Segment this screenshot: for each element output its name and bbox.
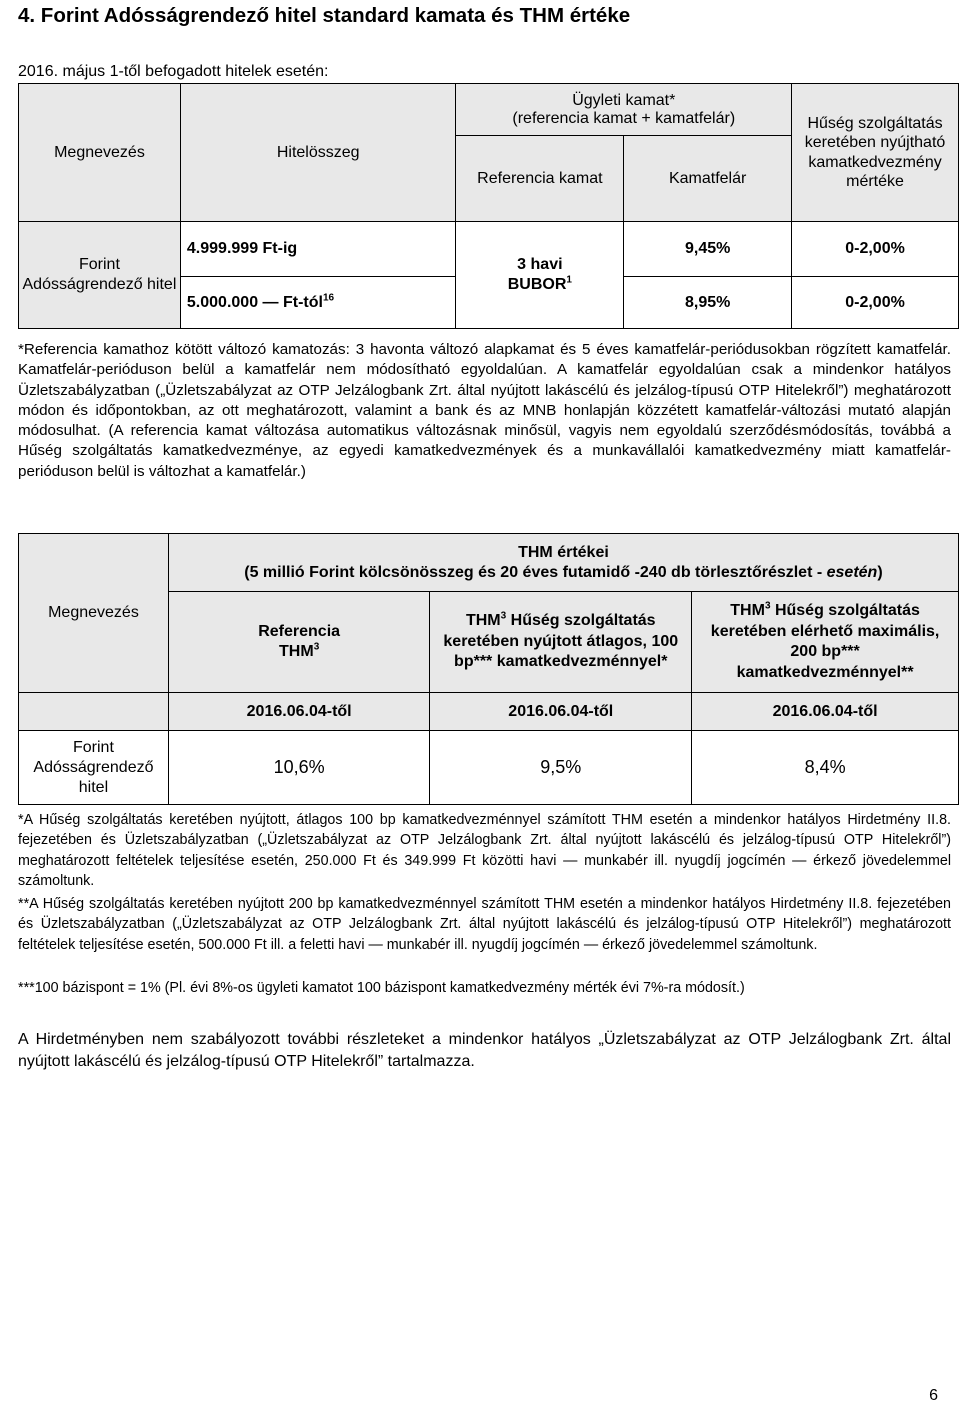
thm-date-3: 2016.06.04-től — [692, 693, 959, 731]
thm-title: THM értékei — [518, 543, 609, 561]
thm-footnote-1: *A Hűség szolgáltatás keretében nyújtott, átlagos 100 bp kamatkedvezménnyel számított THM esetén a mindenkor hatályos Hirdetmény II.8. fejezetében és Üzletszabályzatban („Üzletszabályzat az OTP Jelzálogbank Zrt. által nyújtott lakáscélú és jelzálog-típusú OTP Hitelekről”) meghatározott feltételek teljesítése esetén, 250.000 Ft és 349.999 Ft közötti havi — munkabér ill. nyugdíj jogcímén — érkező jövedelemmel számoltunk. — [18, 812, 951, 890]
thm-footnote-2: **A Hűség szolgáltatás keretében nyújtott 200 bp kamatkedvezménnyel számított THM esetén a mindenkor hatályos Hirdetmény II.8. fejezetében és Üzletszabályzatban („Üzletszabályzat az OTP Jelzálogbank Zrt. által nyújtott lakáscélú és jelzálog-típusú OTP Hitelekről”) meghatározott feltételek teljesítése esetén, 500.000 Ft ill. a feletti havi — munkabér ill. nyugdíj jogcímén — érkező jövedelemmel számoltunk. — [18, 896, 951, 953]
felar-row1: 9,45% — [624, 222, 792, 277]
huseg-row2: 0-2,00% — [792, 277, 959, 329]
thm-max-prefix: THM — [730, 602, 765, 619]
felar-row2: 8,95% — [624, 277, 792, 329]
interest-footnote: *Referencia kamathoz kötött változó kamatozás: 3 havonta változó alapkamat és 5 éves kamatfelár-periódusokban rögzített kamatfelár. Kamatfelár-perióduson belül a kamatfelár nem módosítható egyoldalúan. A kamatfelár egyoldalúan csak a mindenkor hatályos Üzletszabályzatban („Üzletszabályzat az OTP Jelzálogbank Zrt. által nyújtott lakáscélú és jelzálog-típusú OTP Hitelekről”) meghatározott módon és időpontokban, az ott meghatározott, valamint a bank és az MNB honlapján közzétett kamatfelár-változási mutató alapján módosulhat. (A referencia kamat változása automatikus változásnak minősül, vagyis nem egyoldalú szerződésmódosítás, továbbá a Hűség szolgáltatás kamatkedvezménye, az egyedi kamatkedvezmények és a munkavállalói kamatkedvezmény miatt kamatfelár-perióduson belül is változhat a kamatfelár.) — [18, 341, 951, 480]
thm-value-atlagos: 9,5% — [430, 731, 692, 805]
thm-product-name: Forint Adósságrendező hitel — [19, 731, 169, 805]
thm-ref-line2 — [169, 642, 429, 662]
interest-rate-table — [18, 83, 959, 329]
thm-max-sup: 3 — [764, 600, 771, 612]
section-subheading: 2016. május 1-től befogadott hitelek esetén: — [18, 63, 329, 80]
ugyleti-line1: Ügyleti kamat* — [572, 91, 676, 109]
thm-avg-prefix: THM — [465, 612, 501, 630]
thm-date-1: 2016.06.04-től — [168, 693, 429, 731]
thm-subtitle — [169, 563, 958, 583]
thm-subtitle-suffix: ) — [877, 563, 883, 581]
amount-row2-text: 5.000.000 — Ft-tól — [186, 293, 323, 311]
thm-ref-line1: Referencia — [258, 623, 341, 640]
thm-max-text: Hűség szolgáltatás keretében elérhető maximális, 200 bp*** kamatkedvezménnyel** — [710, 602, 940, 681]
thm-avg-text: Hűség szolgáltatás keretében nyújtott átlagos, 100 bp*** kamatkedvezménnyel* — [443, 612, 679, 671]
header-ugyleti-kamat — [456, 84, 792, 136]
section-heading: 4. Forint Adósságrendező hitel standard kamata és THM értéke — [18, 4, 631, 27]
thm-header-megnevezes: Megnevezés — [19, 534, 169, 693]
thm-footnote-3: ***100 bázispont = 1% (Pl. évi 8%-os ügyleti kamatot 100 bázispont kamatkedvezmény mérték évi 7%-ra módosít.) — [18, 980, 745, 996]
thm-header-atlagos — [430, 592, 692, 693]
product-name: Forint Adósságrendező hitel — [19, 222, 181, 329]
header-huseg: Hűség szolgáltatás keretében nyújtható kamatkedvezmény mértéke — [792, 84, 959, 222]
thm-subtitle-italic: esetén — [826, 563, 878, 581]
header-hitelosszeg: Hitelösszeg — [180, 84, 456, 222]
thm-ref-sup: 3 — [313, 641, 320, 653]
header-megnevezes: Megnevezés — [19, 84, 181, 222]
thm-avg-sup: 3 — [500, 610, 507, 622]
thm-date-spacer — [19, 693, 169, 731]
thm-subtitle-prefix: (5 millió Forint kölcsönösszeg és 20 éves futamidő -240 db törlesztőrészlet - — [244, 563, 827, 581]
page-number: 6 — [929, 1387, 938, 1404]
amount-row2 — [180, 277, 456, 329]
huseg-row1: 0-2,00% — [792, 222, 959, 277]
thm-value-ref: 10,6% — [168, 731, 429, 805]
amount-row1: 4.999.999 Ft-ig — [180, 222, 456, 277]
reference-rate-sup: 1 — [566, 274, 572, 286]
amount-row2-sup: 16 — [322, 292, 335, 304]
thm-date-2: 2016.06.04-től — [430, 693, 692, 731]
closing-paragraph: A Hirdetményben nem szabályozott további részleteket a mindenkor hatályos „Üzletszabályzat az OTP Jelzálogbank Zrt. által nyújtott lakáscélú és jelzálog-típusú OTP Hitelekről” tartalmazza. — [18, 1031, 951, 1070]
reference-rate-text: 3 havi BUBOR — [507, 256, 567, 293]
header-referencia-kamat: Referencia kamat — [456, 136, 624, 222]
thm-header-title — [168, 534, 958, 592]
thm-header-maximalis — [692, 592, 959, 693]
reference-rate — [456, 222, 624, 329]
thm-value-maximalis: 8,4% — [692, 731, 959, 805]
thm-header-referencia — [168, 592, 429, 693]
header-kamatfelar: Kamatfelár — [624, 136, 792, 222]
thm-table — [18, 533, 959, 805]
ugyleti-line2: (referencia kamat + kamatfelár) — [512, 109, 736, 127]
thm-ref-line2-text: THM — [279, 643, 314, 660]
